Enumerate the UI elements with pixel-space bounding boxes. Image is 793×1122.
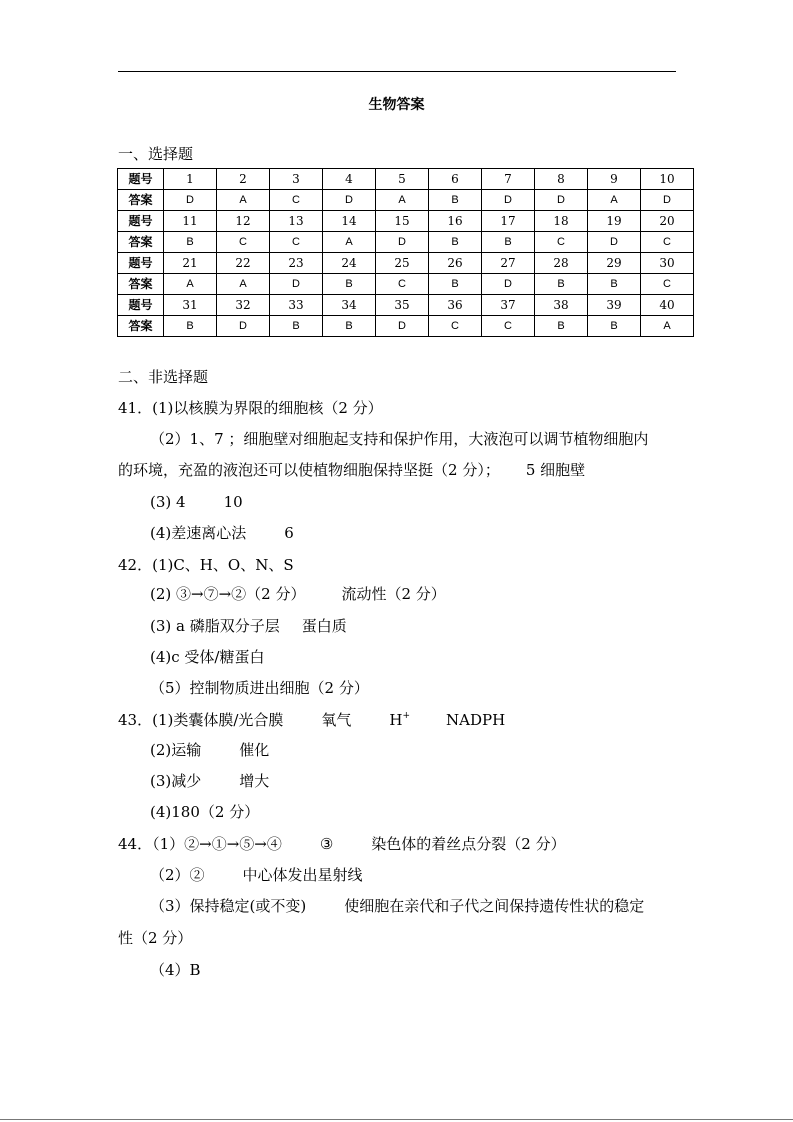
answer-cell: A	[323, 232, 376, 253]
section-heading-nonchoice: 二、非选择题	[118, 368, 209, 386]
answer-cell: B	[429, 232, 482, 253]
question-number-cell: 35	[376, 295, 429, 316]
q44-line-3-b: 使细胞在亲代和子代之间保持遗传性状的稳定	[344, 897, 645, 915]
question-number-cell: 24	[323, 253, 376, 274]
answer-cell: A	[217, 274, 270, 295]
answer-cell: A	[217, 190, 270, 211]
q41-line-5-a: (4)差速离心法	[150, 524, 247, 542]
q41-line-2: （2）1、7 ；细胞壁对细胞起支持和保护作用，大液泡可以调节植物细胞内	[150, 430, 649, 448]
question-number-cell: 32	[217, 295, 270, 316]
q44-line-1-c: 染色体的着丝点分裂（2 分）	[371, 835, 566, 853]
question-number-cell: 23	[270, 253, 323, 274]
answer-cell: B	[535, 316, 588, 337]
question-number-cell: 12	[217, 211, 270, 232]
answer-cell: D	[164, 190, 217, 211]
question-number-cell: 6	[429, 169, 482, 190]
question-number-cell: 11	[164, 211, 217, 232]
answer-cell: D	[535, 190, 588, 211]
q44-line-3-a: （3）保持稳定(或不变)	[150, 897, 307, 915]
q43-line-1-c: H+	[389, 711, 411, 729]
q44-line-2-a: （2）②	[150, 866, 205, 884]
answer-cell: B	[164, 316, 217, 337]
q44-line-3	[150, 896, 644, 916]
question-number-cell: 36	[429, 295, 482, 316]
question-number-cell: 34	[323, 295, 376, 316]
q43-line-3-b: 增大	[239, 772, 270, 790]
q42-line-3-a: (3) a 磷脂双分子层	[150, 617, 280, 635]
question-number-cell: 14	[323, 211, 376, 232]
question-number-cell: 37	[482, 295, 535, 316]
row-label: 题号	[118, 295, 164, 316]
q44-line-5: （4）B	[150, 961, 201, 979]
footer-rule	[0, 1119, 793, 1120]
section-heading-choice: 一、选择题	[118, 145, 194, 163]
answer-cell: D	[376, 232, 429, 253]
answer-cell: B	[535, 274, 588, 295]
answer-cell: D	[270, 274, 323, 295]
question-number-cell: 29	[588, 253, 641, 274]
answer-cell: B	[588, 274, 641, 295]
q41-line-5	[150, 523, 294, 543]
question-number-cell: 26	[429, 253, 482, 274]
q41-line-5-b: 6	[284, 524, 294, 542]
table-row-question	[118, 295, 694, 316]
q42-line-5: （5）控制物质进出细胞（2 分）	[150, 679, 369, 697]
q41-line-1: 41．(1)以核膜为界限的细胞核（2 分）	[118, 399, 383, 417]
row-label: 题号	[118, 211, 164, 232]
answer-cell: D	[323, 190, 376, 211]
q43-line-4: (4)180（2 分）	[150, 803, 260, 821]
q44-line-2-b: 中心体发出星射线	[242, 866, 363, 884]
question-number-cell: 15	[376, 211, 429, 232]
q44-line-2	[150, 865, 363, 885]
answer-cell: B	[588, 316, 641, 337]
answer-cell: C	[429, 316, 482, 337]
answer-cell: A	[641, 316, 694, 337]
q42-line-1: 42．(1)C、H、O、N、S	[118, 556, 294, 574]
table-row-question	[118, 211, 694, 232]
answer-table	[117, 168, 694, 337]
question-number-cell: 5	[376, 169, 429, 190]
q43-line-1	[118, 710, 505, 730]
question-number-cell: 7	[482, 169, 535, 190]
question-number-cell: 28	[535, 253, 588, 274]
question-number-cell: 10	[641, 169, 694, 190]
page-title: 生物答案	[368, 97, 425, 113]
q41-line-3-answer: 5 细胞壁	[525, 461, 586, 479]
table-row-answer	[118, 232, 694, 253]
question-number-cell: 8	[535, 169, 588, 190]
row-label: 答案	[118, 316, 164, 337]
q44-line-1-b: ③	[319, 835, 334, 853]
q43-line-3-a: (3)减少	[150, 772, 202, 790]
answer-cell: C	[270, 190, 323, 211]
answer-cell: D	[482, 190, 535, 211]
q42-line-2	[150, 584, 446, 604]
table-row-question	[118, 169, 694, 190]
question-number-cell: 22	[217, 253, 270, 274]
answer-cell: B	[323, 316, 376, 337]
question-number-cell: 38	[535, 295, 588, 316]
q42-line-3	[150, 616, 347, 636]
answer-cell: C	[641, 232, 694, 253]
question-number-cell: 21	[164, 253, 217, 274]
question-number-cell: 27	[482, 253, 535, 274]
answer-cell: D	[376, 316, 429, 337]
q41-line-3-text: 的环境，充盈的液泡还可以使植物细胞保持坚挺（2 分）；	[118, 461, 500, 479]
q42-line-4: (4)c 受体/糖蛋白	[150, 648, 265, 666]
q41-line-4-b: 10	[223, 493, 243, 511]
answer-cell: B	[429, 274, 482, 295]
answer-cell: D	[217, 316, 270, 337]
answer-cell: B	[270, 316, 323, 337]
answer-cell: D	[588, 232, 641, 253]
q42-line-2-a: (2) ③→⑦→②（2 分）	[150, 585, 306, 603]
question-number-cell: 16	[429, 211, 482, 232]
answer-cell: A	[376, 190, 429, 211]
question-number-cell: 2	[217, 169, 270, 190]
question-number-cell: 17	[482, 211, 535, 232]
answer-cell: C	[535, 232, 588, 253]
q44-line-1-a: 44．（1）②→①→⑤→④	[118, 835, 282, 853]
row-label: 题号	[118, 253, 164, 274]
answer-cell: B	[482, 232, 535, 253]
q42-line-3-b: 蛋白质	[301, 617, 347, 635]
question-number-cell: 25	[376, 253, 429, 274]
q43-line-1-b: 氧气	[321, 711, 352, 729]
q43-line-1-a: 43．(1)类囊体膜/光合膜	[118, 711, 284, 729]
answer-cell: D	[482, 274, 535, 295]
question-number-cell: 9	[588, 169, 641, 190]
q43-line-2	[150, 740, 269, 760]
q41-line-3	[118, 460, 585, 480]
answer-cell: B	[429, 190, 482, 211]
question-number-cell: 1	[164, 169, 217, 190]
table-row-answer	[118, 316, 694, 337]
table-row-question	[118, 253, 694, 274]
question-number-cell: 13	[270, 211, 323, 232]
answer-cell: B	[323, 274, 376, 295]
question-number-cell: 19	[588, 211, 641, 232]
header-rule	[118, 71, 676, 72]
q44-line-4: 性（2 分）	[118, 929, 193, 947]
question-number-cell: 31	[164, 295, 217, 316]
row-label: 答案	[118, 190, 164, 211]
q43-line-2-a: (2)运输	[150, 741, 202, 759]
q41-line-4	[150, 492, 243, 512]
q43-line-2-b: 催化	[239, 741, 270, 759]
question-number-cell: 40	[641, 295, 694, 316]
question-number-cell: 33	[270, 295, 323, 316]
table-row-answer	[118, 190, 694, 211]
answer-cell: C	[270, 232, 323, 253]
question-number-cell: 18	[535, 211, 588, 232]
answer-cell: A	[588, 190, 641, 211]
row-label: 答案	[118, 232, 164, 253]
question-number-cell: 20	[641, 211, 694, 232]
row-label: 答案	[118, 274, 164, 295]
table-row-answer	[118, 274, 694, 295]
answer-cell: B	[164, 232, 217, 253]
q43-line-1-d: NADPH	[446, 711, 506, 729]
superscript-plus: +	[402, 711, 411, 721]
question-number-cell: 3	[270, 169, 323, 190]
question-number-cell: 30	[641, 253, 694, 274]
answer-cell: A	[164, 274, 217, 295]
answer-cell: C	[482, 316, 535, 337]
question-number-cell: 4	[323, 169, 376, 190]
row-label: 题号	[118, 169, 164, 190]
q44-line-1	[118, 834, 566, 854]
answer-cell: C	[217, 232, 270, 253]
answer-cell: D	[641, 190, 694, 211]
question-number-cell: 39	[588, 295, 641, 316]
answer-cell: C	[376, 274, 429, 295]
q42-line-2-b: 流动性（2 分）	[341, 585, 446, 603]
q43-line-3	[150, 771, 269, 791]
q41-line-4-a: (3) 4	[150, 493, 186, 511]
answer-cell: C	[641, 274, 694, 295]
